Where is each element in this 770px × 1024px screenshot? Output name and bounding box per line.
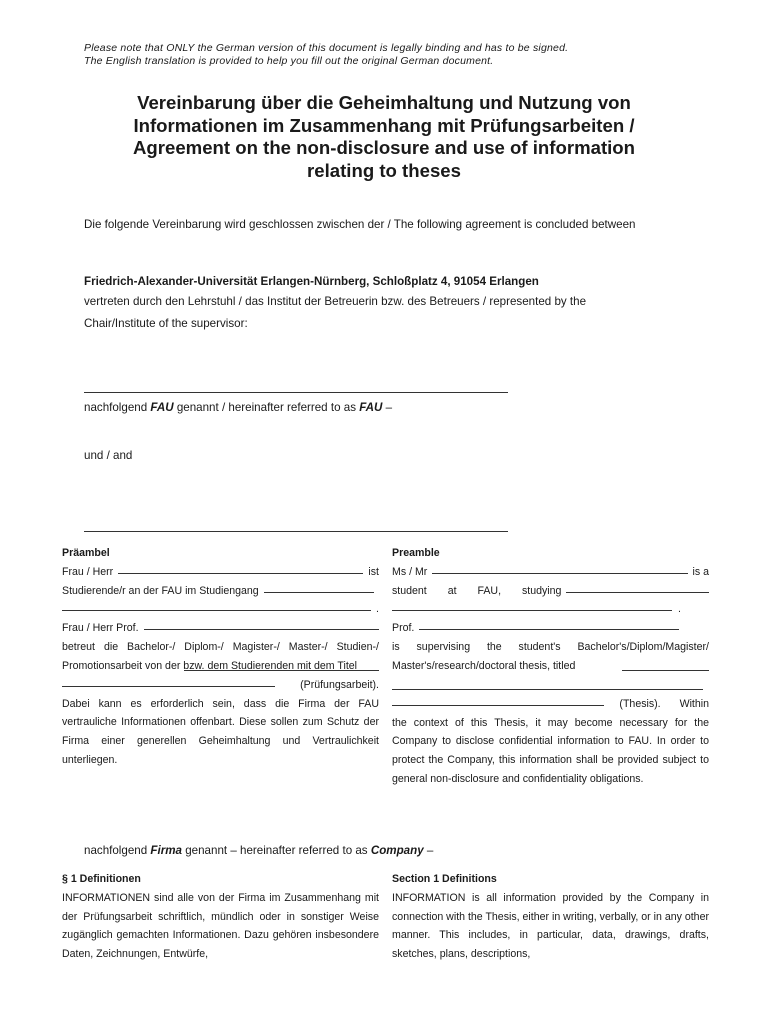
preamble-english [392, 544, 709, 789]
section-1-en-text: INFORMATION is all information provided by the Company in connection with the Thesis, either in writing, verbally, or in any other manner. This includes, in particular, data, drawings, drafts, sketches, plans, descriptions, [392, 891, 709, 961]
fau-ref-term-2: FAU [359, 401, 383, 414]
university-address: Friedrich-Alexander-Universität Erlangen-Nürnberg, Schloßplatz 4, 91054 Erlangen [84, 275, 539, 288]
thesis-title-field-en-2[interactable] [392, 676, 703, 690]
preamble-de-frau-herr: Frau / Herr [62, 565, 114, 578]
section-1-english [392, 870, 709, 964]
document-title [60, 92, 708, 182]
preamble-de-dot: . [376, 603, 379, 616]
represented-by-line-2: Chair/Institute of the supervisor: [84, 317, 248, 330]
preamble-german [62, 544, 379, 770]
intro-paragraph: Die folgende Vereinbarung wird geschlossen zwischen der / The following agreement is concluded between [84, 218, 636, 231]
student-name-field-en[interactable] [432, 563, 687, 574]
section-1-de-heading: § 1 Definitionen [62, 873, 141, 885]
preamble-de-ist: ist [368, 565, 379, 578]
fau-ref-pre: nachfolgend [84, 401, 151, 414]
section-1-en-heading: Section 1 Definitions [392, 873, 497, 885]
preamble-de-studierende: Studierende/r an der FAU im Studiengang [62, 584, 259, 597]
legal-notice [84, 42, 704, 68]
section-1-de-text: INFORMATIONEN sind alle von der Firma im Zusammenhang mit der Prüfungsarbeit schriftlich, mündlich oder in sonstiger Weise zugänglich gemachten Informationen. Dazu gehören insbesondere Daten, Zeichnungen, Entwürfe, [62, 891, 379, 961]
company-ref-term-2: Company [370, 844, 424, 857]
preamble-en-dot: . [678, 603, 681, 616]
supervisor-name-field-en[interactable] [419, 619, 679, 630]
and-label: und / and [84, 449, 133, 462]
company-ref-post: – [423, 844, 434, 857]
preamble-en-ms-mr: Ms / Mr [392, 565, 428, 578]
preamble-en-student: student at FAU, studying [392, 584, 562, 597]
fau-ref-post: – [382, 401, 393, 414]
supervisor-name-field-de[interactable] [144, 619, 379, 630]
preamble-en-thesis: (Thesis). Within [619, 697, 709, 710]
title-line-4: relating to theses [307, 159, 461, 181]
company-ref-mid: genannt – hereinafter referred to as [181, 844, 371, 857]
fau-reference [84, 400, 684, 415]
legal-notice-line-1: Please note that ONLY the German version of this document is legally binding and has to be signed. [84, 42, 569, 54]
thesis-title-field-de-2[interactable] [62, 676, 275, 687]
preamble-en-supervising: is supervising the student's Bachelor's/Diplom/Magister/ Master's/research/doctoral thesis, titled [392, 640, 709, 672]
preamble-en-context: the context of this Thesis, it may become necessary for the Company to disclose confidential information to FAU. In order to protect the Company, this information shall be provided subject to general non-disclosure and confidentiality obligations. [392, 716, 709, 785]
preamble-en-prof: Prof. [392, 622, 415, 635]
student-name-field-de[interactable] [118, 563, 363, 574]
preamble-en-heading: Preamble [392, 547, 440, 559]
title-line-2: Informationen im Zusammenhang mit Prüfungsarbeiten / [133, 114, 635, 136]
company-ref-pre: nachfolgend [84, 844, 151, 857]
preamble-de-prof: Frau / Herr Prof. [62, 622, 139, 635]
chair-signature-line[interactable] [84, 392, 508, 393]
study-program-field-de[interactable] [264, 582, 374, 593]
company-reference [84, 843, 684, 858]
title-line-1: Vereinbarung über die Geheimhaltung und Nutzung von [137, 92, 631, 113]
preamble-de-betreut: betreut die Bachelor-/ Diplom-/ Magister-/ Master-/ Studien-/ Promotionsarbeit von der bzw. dem Studierenden mit dem Titel [62, 640, 379, 672]
fau-ref-term-1: FAU [150, 401, 174, 414]
company-ref-term-1: Firma [150, 844, 182, 857]
company-signature-line[interactable] [84, 531, 508, 532]
thesis-title-field-en-3[interactable] [392, 695, 604, 706]
study-program-field-en[interactable] [566, 582, 709, 593]
study-program-field-en-2[interactable] [392, 600, 672, 611]
fau-ref-mid: genannt / hereinafter referred to as [173, 401, 360, 414]
preamble-de-heading: Präambel [62, 547, 110, 559]
section-1-german [62, 870, 379, 964]
study-program-field-de-2[interactable] [62, 600, 371, 611]
represented-by-line-1: vertreten durch den Lehrstuhl / das Institut der Betreuerin bzw. des Betreuers / represented by the [84, 295, 587, 308]
preamble-de-dabei: Dabei kann es erforderlich sein, dass die Firma der FAU vertrauliche Informationen offenbart. Diese sollen zum Schutz der Firma einer generellen Geheimhaltung und Vertraulichkeit unterliegen. [62, 697, 379, 766]
legal-notice-line-2: The English translation is provided to help you fill out the original German document. [84, 55, 494, 67]
preamble-en-is-a: is a [692, 565, 709, 578]
title-line-3: Agreement on the non-disclosure and use of information [132, 137, 636, 158]
thesis-title-field-en[interactable] [622, 657, 709, 671]
preamble-de-pruefungsarbeit: (Prüfungsarbeit). [300, 678, 379, 691]
